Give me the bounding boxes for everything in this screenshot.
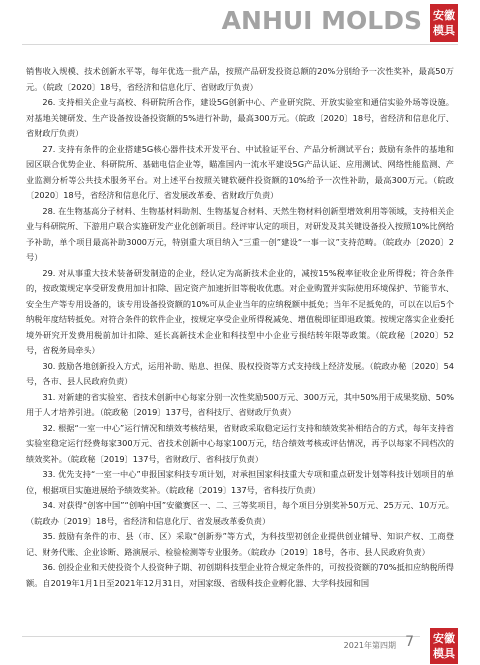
page-footer — [0, 618, 480, 665]
footer-divider — [22, 636, 420, 637]
paragraph: 28. 在生物基高分子材料、生物基材料助剂、生物基复合材料、天然生物材料创新型增效利用等领域，支持相关企业与科研院所、下游用户联合实施研发产业化创新项目。经评审认定的项目，对研发及其关键设备投入按照10%比例给予补助，单个项目最高补助3000万元，特别重大项目纳入“三重一创”建设“一事一议”支持范畴。（皖政办〔2020〕2号） — [26, 205, 454, 262]
page-header — [0, 0, 480, 58]
badge-text-line2: 模具 — [433, 24, 455, 37]
paragraph: 31. 对新建的省实验室、省技术创新中心每家分别一次性奖励500万元、300万元，其中50%用于成果奖励、50%用于人才培养引进。（皖政秘〔2019〕137号，省科技厅、省财政厅负责） — [26, 391, 454, 417]
paragraph: 36. 创投企业和天使投资个人投资种子期、初创期科技型企业符合规定条件的，可按投资额的70%抵扣应纳税所得额。自2019年1月1日至2021年12月31日，对国家级、省级科技企业孵化器、大学科技园和国 — [26, 562, 454, 588]
header-divider — [22, 44, 458, 45]
paragraph: 34. 对获得“创客中国”“创响中国”安徽赛区一、二、三等奖项目，每个项目分别奖补50万元、25万元、10万元。（皖政办〔2019〕18号，省经济和信息化厅、省发展改革委负责） — [26, 500, 454, 526]
article-body — [26, 64, 454, 591]
issue-label: 2021年第四期 — [343, 641, 396, 650]
magazine-logo-badge — [430, 4, 458, 42]
footer-badge-line1: 安徽 — [433, 632, 455, 645]
paragraph: 26. 支持相关企业与高校、科研院所合作，建设5G创新中心、产业研究院、开放实验室和通信实验外场等设施。对基地关键研发、生产设备按设备投资额的5%进行补助，最高300万元。（皖政〔2020〕18号，省经济和信息化厅、省财政厅负责） — [26, 97, 454, 138]
badge-text-line1: 安徽 — [433, 9, 455, 22]
footer-logo-badge — [430, 628, 458, 664]
paragraph: 30. 鼓励各地创新投入方式，运用补助、贴息、担保、股权投资等方式支持线上经济发展。（皖政办秘〔2020〕54号，各市、县人民政府负责） — [26, 360, 454, 386]
paragraph: 35. 鼓励有条件的市、县（市、区）采取“创新券”等方式，为科技型初创企业提供创业辅导、知识产权、工商登记、财务代账、企业诊断、路演展示、检验检测等专业服务。（皖政办〔2019〕18号，各市、县人民政府负责） — [26, 531, 454, 557]
paragraph: 33. 优先支持“一室一中心”申报国家科技专项计划，对承担国家科技重大专项和重点研发计划等科技计划项目的单位，根据项目实施进展给予绩效奖补。（皖政秘〔2019〕137号，省科技厅负责） — [26, 469, 454, 495]
paragraph: 27. 支持有条件的企业搭建5G核心器件技术开发平台、中试验证平台、产品分析测试平台；鼓励有条件的基地和园区联合优势企业、科研院所、基础电信企业等，瞄准国内一流水平建设5G产品认证、应用测试、网络性能监测、产业监测分析等公共技术服务平台。对上述平台按照关键软硬件投资额的10%给予一次性补助，最高300万元。（皖政〔2020〕18号，省经济和信息化厅、省发展改革委、省财政厅负责） — [26, 143, 454, 200]
paragraph: 销售收入规模、技术创新水平等，每年优选一批产品，按照产品研发投资总额的20%分别给予一次性奖补，最高50万元。（皖政〔2020〕18号，省经济和信息化厅、省财政厅负责） — [26, 66, 454, 92]
paragraph: 32. 根据“一室一中心”运行情况和绩效考核结果，省财政采取稳定运行支持和绩效奖补相结合的方式，每年支持省实验室稳定运行经费每家300万元、省技术创新中心每家100万元，结合绩效考核或评估情况，再予以每家不同档次的绩效奖补。（皖政秘〔2019〕137号，省财政厅、省科技厅负责） — [26, 422, 454, 464]
footer-badge-line2: 模具 — [433, 647, 455, 660]
magazine-title: ANHUI MOLDS — [221, 6, 422, 35]
page-number: 7 — [405, 634, 414, 650]
paragraph: 29. 对从事重大技术装备研发制造的企业，经认定为高新技术企业的，减按15%税率征收企业所得税；符合条件的，按政策规定享受研发费用加计扣除、固定资产加速折旧等税收优惠。对企业购置并实际使用环境保护、节能节水、安全生产等专用设备的，该专用设备投资额的10%可从企业当年的应纳税额中抵免；当年不足抵免的，可以在以后5个纳税年度结转抵免。对符合条件的软件企业，按规定享受企业所得税减免、增值税即征即退政策。按规定落实企业委托境外研究开发费用税前加计扣除、延长高新技术企业和科技型中小企业亏损结转年限等政策。（皖政秘〔2020〕52号，省税务局牵头） — [26, 267, 454, 355]
